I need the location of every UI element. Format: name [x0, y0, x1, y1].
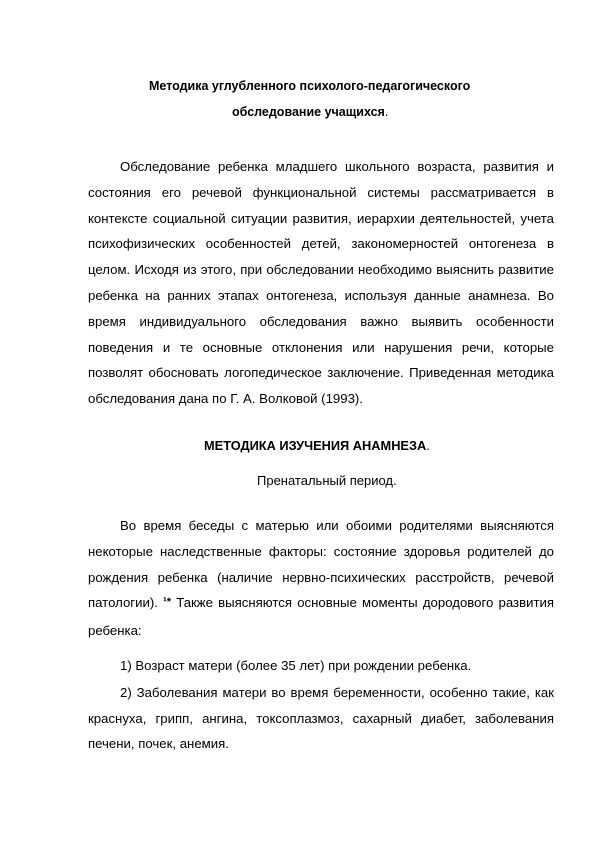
footnote-mark: ¹*	[163, 596, 172, 609]
list-item-mother-age: 1) Возраст матери (более 35 лет) при рождении ребенка.	[120, 657, 472, 673]
document-title-line2-period: .	[384, 105, 389, 119]
paragraph-heredity	[88, 513, 554, 644]
document-title-line1: Методика углубленного психолого-педагогического	[149, 79, 471, 93]
document-title-line2	[232, 102, 554, 122]
document-content	[88, 76, 554, 757]
section-heading-period: .	[426, 437, 430, 453]
paragraph-heredity-part1: Во время беседы с матерью или обоими родителями выясняются некоторые наследственные факторы: состояние здоровья родителей до рождения ребенка (наличие нервно-психических расстройств, речевой патологии).	[88, 517, 554, 611]
list-item-mother-diseases: 2) Заболевания матери во время беременности, особенно такие, как краснуха, грипп, ангина, токсоплазмоз, сахарный диабет, заболевания печени, почек, анемия.	[88, 684, 554, 752]
intro-paragraph: Обследование ребенка младшего школьного возраста, развития и состояния его речевой функциональной системы рассматривается в контексте социальной ситуации развития, иерархии деятельностей, учета психофизических особенностей детей, закономерностей онтогенеза в целом. Исходя из этого, при обследовании необходимо выяснить развитие ребенка на ранних этапах онтогенеза, используя данные анамнеза. Во время индивидуального обследования важно выявить особенности поведения и те основные отклонения или нарушения речи, которые позволят обосновать логопедическое заключение. Приведенная методика обследования дана по Г. А. Волковой (1993).	[88, 159, 554, 407]
section-heading-text: МЕТОДИКА ИЗУЧЕНИЯ АНАМНЕЗА	[204, 437, 427, 453]
section-heading	[204, 436, 554, 456]
section-subheading: Пренатальный период.	[257, 472, 397, 488]
document-title-line2-text: обследование учащихся	[232, 105, 385, 119]
paragraph-heredity-part2: Также выясняются основные моменты дородового развития ребенка:	[88, 595, 555, 639]
